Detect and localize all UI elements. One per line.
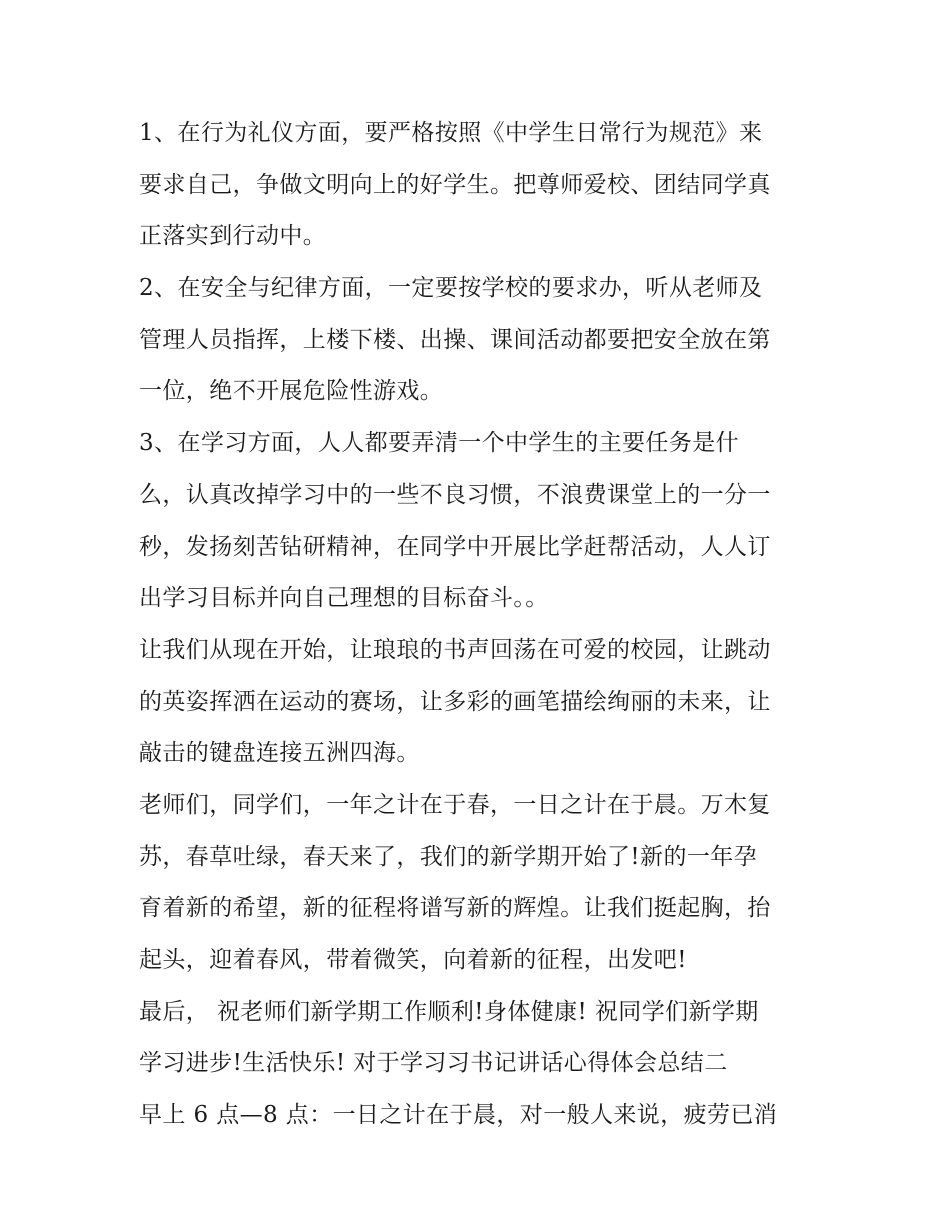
- text-line: 要求自己，争做文明向上的好学生。把尊师爱校、团结同学真: [139, 171, 771, 198]
- text-line: 3、在学习方面，人人都要弄清一个中学生的主要任务是什: [139, 430, 740, 457]
- text-line: 一位，绝不开展危险性游戏。: [139, 378, 444, 405]
- text-line: 敲击的键盘连接五洲四海。: [139, 740, 420, 767]
- text-line: 苏，春草吐绿，春天来了，我们的新学期开始了!新的一年孕: [139, 843, 758, 870]
- text-line: 1、在行为礼仪方面，要严格按照《中学生日常行为规范》来: [139, 120, 763, 146]
- text-line: 让我们从现在开始，让琅琅的书声回荡在可爱的校园，让跳动: [139, 636, 771, 663]
- text-line: 老师们，同学们，一年之计在于春，一日之计在于晨。万木复: [139, 791, 771, 818]
- text-line: 的英姿挥洒在运动的赛场，让多彩的画笔描绘绚丽的未来，让: [139, 688, 771, 715]
- text-line: 最后， 祝老师们新学期工作顺利!身体健康! 祝同学们新学期: [139, 998, 759, 1025]
- text-line: 育着新的希望，新的征程将谱写新的辉煌。让我们挺起胸，抬: [139, 895, 771, 922]
- text-line: 2、在安全与纪律方面，一定要按学校的要求办，听从老师及: [139, 275, 763, 302]
- text-line: 起头，迎着春风，带着微笑，向着新的征程，出发吧!: [139, 947, 687, 973]
- text-line: 么，认真改掉学习中的一些不良习惯，不浪费课堂上的一分一: [139, 481, 771, 508]
- text-line: 正落实到行动中。: [139, 223, 327, 250]
- text-line: 学习进步!生活快乐! 对于学习习书记讲话心得体会总结二: [139, 1050, 728, 1077]
- text-line: 早上 6 点—8 点：一日之计在于晨，对一般人来说，疲劳已消: [139, 1102, 778, 1129]
- text-line: 管理人员指挥，上楼下楼、出操、课间活动都要把安全放在第: [139, 326, 771, 353]
- document-body: [139, 108, 829, 1142]
- text-line: 秒，发扬刻苦钻研精神，在同学中开展比学赶帮活动，人人订: [139, 533, 771, 560]
- text-line: 出学习目标并向自己理想的目标奋斗。。: [139, 585, 549, 612]
